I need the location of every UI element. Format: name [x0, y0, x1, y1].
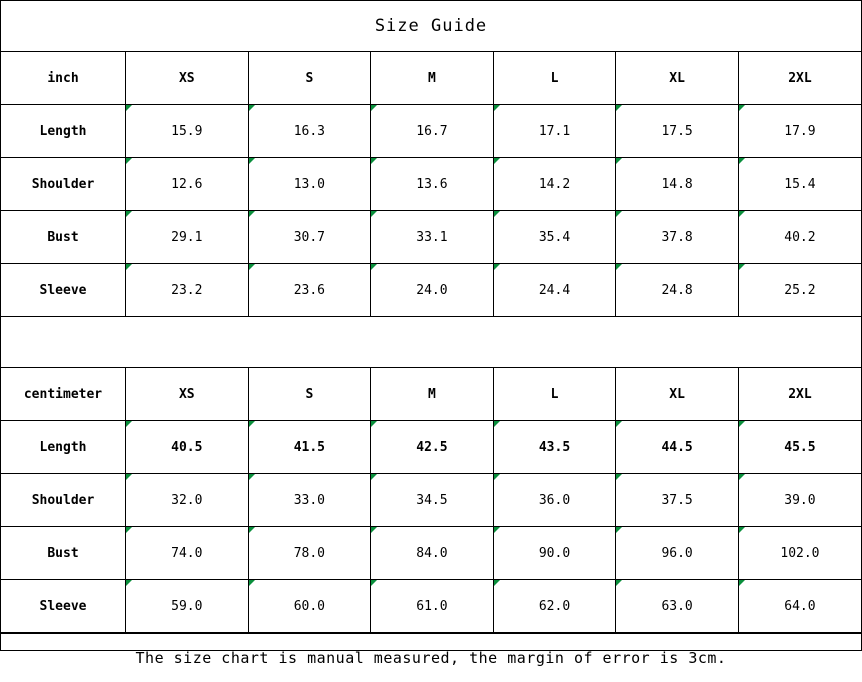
- row-label-length: Length: [1, 105, 126, 158]
- row-label-length: Length: [1, 421, 126, 474]
- size-header-xl: XL: [616, 52, 739, 105]
- table-spacer: [1, 317, 861, 368]
- cell-sleeve-m: 24.0: [371, 264, 494, 317]
- table-row: [1, 527, 861, 580]
- cell-length-s: 16.3: [248, 105, 371, 158]
- table-header-row: [1, 52, 861, 105]
- row-label-shoulder: Shoulder: [1, 158, 126, 211]
- cell-shoulder-2xl: 15.4: [738, 158, 861, 211]
- cell-bust-l: 35.4: [493, 211, 616, 264]
- inch-table-section: [1, 52, 861, 317]
- cell-length-m: 16.7: [371, 105, 494, 158]
- table-row: [1, 264, 861, 317]
- size-header-s: S: [248, 52, 371, 105]
- cell-length-l: 17.1: [493, 105, 616, 158]
- cell-sleeve-l: 24.4: [493, 264, 616, 317]
- cell-shoulder-xl: 14.8: [616, 158, 739, 211]
- cell-sleeve-2xl: 25.2: [738, 264, 861, 317]
- cell-sleeve-s: 60.0: [248, 580, 371, 633]
- cell-length-l: 43.5: [493, 421, 616, 474]
- row-label-sleeve: Sleeve: [1, 264, 126, 317]
- cell-sleeve-xs: 23.2: [126, 264, 249, 317]
- cell-length-2xl: 45.5: [738, 421, 861, 474]
- centimeter-table-section: [1, 368, 861, 633]
- cell-shoulder-m: 13.6: [371, 158, 494, 211]
- cell-sleeve-s: 23.6: [248, 264, 371, 317]
- cell-length-xs: 15.9: [126, 105, 249, 158]
- centimeter-size-table: [1, 368, 861, 632]
- cell-bust-2xl: 102.0: [738, 527, 861, 580]
- cell-bust-xl: 96.0: [616, 527, 739, 580]
- table-row: [1, 474, 861, 527]
- inch-size-table: [1, 52, 861, 316]
- cell-shoulder-2xl: 39.0: [738, 474, 861, 527]
- table-header-row: [1, 368, 861, 421]
- cell-length-xl: 44.5: [616, 421, 739, 474]
- size-header-m: M: [371, 52, 494, 105]
- size-header-xs: XS: [126, 368, 249, 421]
- row-label-sleeve: Sleeve: [1, 580, 126, 633]
- cell-bust-xl: 37.8: [616, 211, 739, 264]
- cell-length-xs: 40.5: [126, 421, 249, 474]
- cell-sleeve-2xl: 64.0: [738, 580, 861, 633]
- size-header-xs: XS: [126, 52, 249, 105]
- cell-bust-xs: 29.1: [126, 211, 249, 264]
- table-row: [1, 421, 861, 474]
- cell-sleeve-xs: 59.0: [126, 580, 249, 633]
- row-label-bust: Bust: [1, 211, 126, 264]
- cell-sleeve-m: 61.0: [371, 580, 494, 633]
- cell-shoulder-s: 33.0: [248, 474, 371, 527]
- size-header-l: L: [493, 368, 616, 421]
- unit-label-inch: inch: [1, 52, 126, 105]
- row-label-bust: Bust: [1, 527, 126, 580]
- table-row: [1, 580, 861, 633]
- cell-shoulder-s: 13.0: [248, 158, 371, 211]
- size-header-s: S: [248, 368, 371, 421]
- cell-shoulder-l: 36.0: [493, 474, 616, 527]
- cell-shoulder-xs: 12.6: [126, 158, 249, 211]
- cell-shoulder-xs: 32.0: [126, 474, 249, 527]
- size-header-xl: XL: [616, 368, 739, 421]
- footer-note: The size chart is manual measured, the margin of error is 3cm.: [1, 633, 861, 682]
- table-row: [1, 158, 861, 211]
- size-header-l: L: [493, 52, 616, 105]
- table-row: [1, 211, 861, 264]
- cell-length-s: 41.5: [248, 421, 371, 474]
- cell-length-2xl: 17.9: [738, 105, 861, 158]
- row-label-shoulder: Shoulder: [1, 474, 126, 527]
- unit-label-centimeter: centimeter: [1, 368, 126, 421]
- size-header-2xl: 2XL: [738, 368, 861, 421]
- size-header-m: M: [371, 368, 494, 421]
- cell-bust-l: 90.0: [493, 527, 616, 580]
- cell-bust-m: 33.1: [371, 211, 494, 264]
- cell-bust-m: 84.0: [371, 527, 494, 580]
- cell-shoulder-l: 14.2: [493, 158, 616, 211]
- cell-length-xl: 17.5: [616, 105, 739, 158]
- cell-shoulder-m: 34.5: [371, 474, 494, 527]
- cell-sleeve-xl: 63.0: [616, 580, 739, 633]
- cell-bust-2xl: 40.2: [738, 211, 861, 264]
- cell-sleeve-l: 62.0: [493, 580, 616, 633]
- size-header-2xl: 2XL: [738, 52, 861, 105]
- cell-bust-s: 78.0: [248, 527, 371, 580]
- cell-length-m: 42.5: [371, 421, 494, 474]
- page-title: Size Guide: [1, 1, 861, 52]
- table-row: [1, 105, 861, 158]
- cell-bust-xs: 74.0: [126, 527, 249, 580]
- cell-shoulder-xl: 37.5: [616, 474, 739, 527]
- cell-sleeve-xl: 24.8: [616, 264, 739, 317]
- cell-bust-s: 30.7: [248, 211, 371, 264]
